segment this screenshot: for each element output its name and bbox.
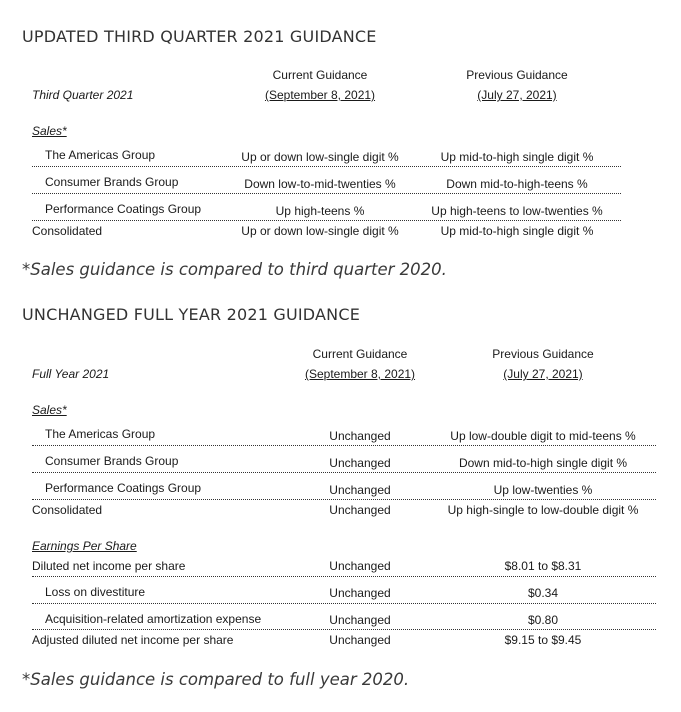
row-label: Consolidated [32, 224, 103, 238]
row-label: Adjusted diluted net income per share [32, 633, 234, 647]
fy-previous-col-date: (July 27, 2021) [503, 367, 583, 381]
q3-period-label: Third Quarter 2021 [32, 88, 134, 102]
q3-previous-col-date: (July 27, 2021) [477, 88, 557, 102]
fy-sales-label: Sales* [32, 403, 67, 417]
row-divider [32, 499, 656, 500]
row-label: Performance Coatings Group [45, 481, 202, 495]
fy-footnote: *Sales guidance is compared to full year 2020. [22, 670, 410, 689]
fy-previous-col-title: Previous Guidance [492, 347, 594, 361]
row-label: Consumer Brands Group [45, 175, 179, 189]
q3-previous-col-title: Previous Guidance [466, 68, 568, 82]
row-current: Down low-to-mid-twenties % [244, 177, 396, 191]
row-previous: Up low-double digit to mid-teens % [450, 429, 636, 443]
q3-footnote: *Sales guidance is compared to third quarter 2020. [22, 260, 447, 279]
fy-heading: UNCHANGED FULL YEAR 2021 GUIDANCE [22, 305, 361, 324]
row-label: Performance Coatings Group [45, 202, 202, 216]
row-label: Consolidated [32, 503, 103, 517]
row-divider [32, 220, 621, 221]
row-previous: $0.34 [527, 586, 559, 600]
row-current: Unchanged [329, 456, 391, 470]
row-previous: Down mid-to-high-teens % [446, 177, 588, 191]
row-current: Unchanged [329, 429, 391, 443]
q3-current-col-title: Current Guidance [272, 68, 368, 82]
row-current: Unchanged [329, 559, 391, 573]
row-label: The Americas Group [45, 148, 156, 162]
row-current: Up or down low-single digit % [241, 150, 399, 164]
row-previous: $8.01 to $8.31 [504, 559, 582, 573]
row-divider [32, 193, 621, 194]
row-current: Unchanged [329, 586, 391, 600]
row-previous: Down mid-to-high single digit % [458, 456, 628, 470]
row-current: Up high-teens % [275, 204, 365, 218]
row-previous: Up mid-to-high single digit % [440, 224, 594, 238]
row-current: Unchanged [329, 613, 391, 627]
row-label: Loss on divestiture [45, 585, 146, 599]
row-divider [32, 576, 656, 577]
row-previous: Up mid-to-high single digit % [440, 150, 594, 164]
row-label: Consumer Brands Group [45, 454, 179, 468]
fy-eps-label: Earnings Per Share [32, 539, 137, 553]
row-divider [32, 166, 621, 167]
row-previous: $9.15 to $9.45 [504, 633, 582, 647]
row-previous: Up low-twenties % [493, 483, 593, 497]
q3-current-col-date: (September 8, 2021) [264, 88, 376, 102]
row-label: Diluted net income per share [32, 559, 186, 573]
row-divider [32, 603, 656, 604]
row-previous: Up high-teens to low-twenties % [431, 204, 603, 218]
fy-period-label: Full Year 2021 [32, 367, 110, 381]
fy-current-col-title: Current Guidance [312, 347, 408, 361]
row-divider [32, 472, 656, 473]
row-divider [32, 445, 656, 446]
row-label: Acquisition-related amortization expense [45, 612, 262, 626]
row-current: Up or down low-single digit % [241, 224, 399, 238]
row-current: Unchanged [329, 483, 391, 497]
q3-heading: UPDATED THIRD QUARTER 2021 GUIDANCE [22, 27, 377, 46]
q3-sales-label: Sales* [32, 124, 67, 138]
row-current: Unchanged [329, 503, 391, 517]
fy-current-col-date: (September 8, 2021) [304, 367, 416, 381]
row-previous: Up high-single to low-double digit % [447, 503, 639, 517]
row-current: Unchanged [329, 633, 391, 647]
row-previous: $0.80 [527, 613, 559, 627]
row-divider [32, 629, 656, 630]
row-label: The Americas Group [45, 427, 156, 441]
